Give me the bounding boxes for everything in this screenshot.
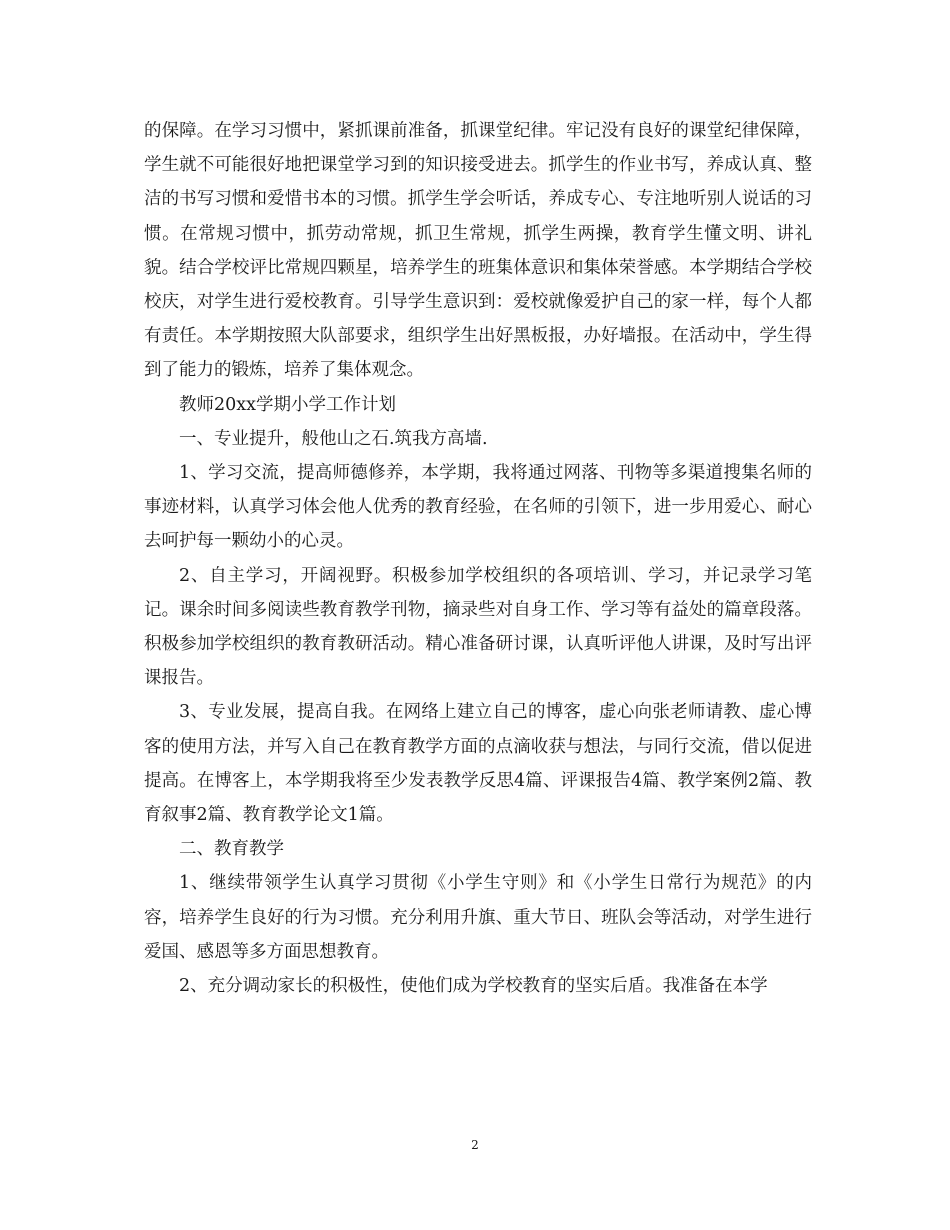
paragraph-professional-development: 3、专业发展，提高自我。在网络上建立自己的博客，虚心向张老师请教、虚心博客的使用方法，并写入自己在教育教学方面的点滴收获与想法，与同行交流，借以促进提高。在博客上，本学期我将至少发表教学反思4篇、评课报告4篇、教学案例2篇、教育叙事2篇、教育教学论文1篇。	[144, 702, 812, 826]
paragraph-self-study: 2、自主学习，开阔视野。积极参加学校组织的各项培训、学习，并记录学习笔记。课余时间多阅读些教育教学刊物，摘录些对自身工作、学习等有益处的篇章段落。积极参加学校组织的教育教研活动。精心准备研讨课，认真听评他人讲课，及时写出评课报告。	[144, 565, 812, 689]
section-title: 教师20xx学期小学工作计划	[179, 394, 397, 415]
paragraph-continuation: 的保障。在学习习惯中，紧抓课前准备，抓课堂纪律。牢记没有良好的课堂纪律保障，学生就不可能很好地把课堂学习到的知识接受进去。抓学生的作业书写，养成认真、整洁的书写习惯和爱惜书本的习惯。抓学生学会听话，养成专心、专注地听别人说话的习惯。在常规习惯中，抓劳动常规，抓卫生常规，抓学生两操，教育学生懂文明、讲礼貌。结合学校评比常规四颗星，培养学生的班集体意识和集体荣誉感。本学期结合学校校庆，对学生进行爱校教育。引导学生意识到：爱校就像爱护自己的家一样，每个人都有责任。本学期按照大队部要求，组织学生出好黑板报，办好墙报。在活动中，学生得到了能力的锻炼，培养了集体观念。	[144, 121, 812, 381]
paragraph-learning-exchange: 1、学习交流，提高师德修养，本学期，我将通过网落、刊物等多渠道搜集名师的事迹材料，认真学习体会他人优秀的教育经验，在名师的引领下，进一步用爱心、耐心去呵护每一颗幼小的心灵。	[144, 463, 812, 552]
page-number: 2	[471, 1138, 479, 1152]
document-body	[144, 114, 812, 1003]
paragraph-parent-involvement: 2、充分调动家长的积极性，使他们成为学校教育的坚实后盾。我准备在本学	[179, 976, 768, 997]
heading-education-teaching: 二、教育教学	[179, 839, 284, 860]
paragraph-behavior-norms: 1、继续带领学生认真学习贯彻《小学生守则》和《小学生日常行为规范》的内容，培养学生良好的行为习惯。充分利用升旗、重大节日、班队会等活动，对学生进行爱国、感恩等多方面思想教育。	[144, 873, 812, 962]
heading-professional-improvement: 一、专业提升，般他山之石.筑我方高墙.	[179, 428, 488, 449]
